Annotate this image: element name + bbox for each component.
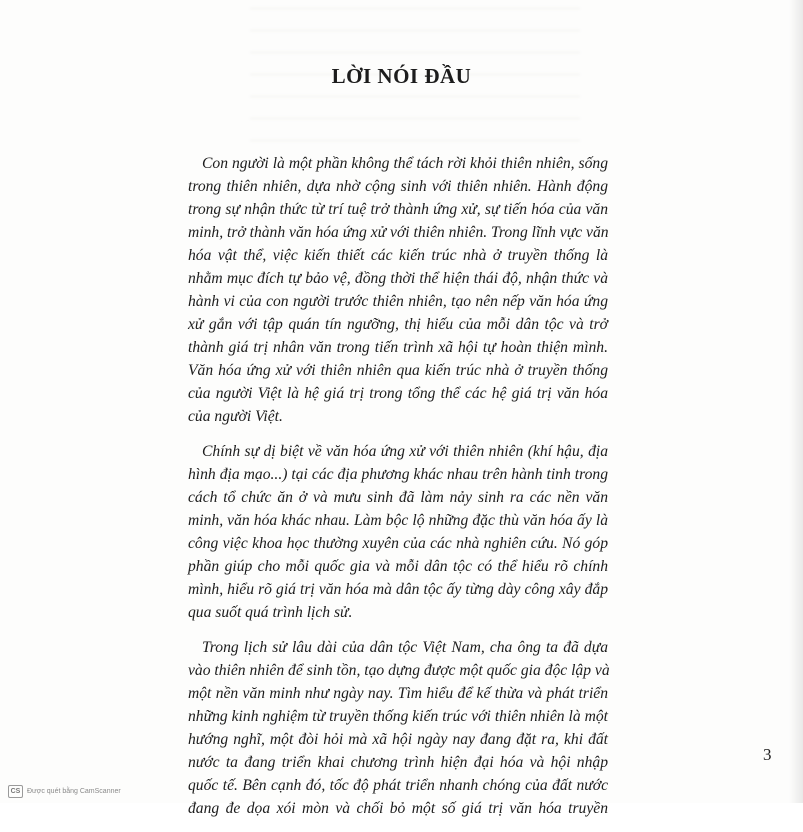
text-line: hành vi của con người trước thiên nhiên, tạo nên nếp văn hóa ứng (188, 293, 608, 310)
page-edge-shadow (789, 0, 803, 803)
paragraph-1 (188, 152, 608, 428)
text-line: minh, văn hóa khác nhau. Làm bộc lộ những đặc thù văn hóa ấy là (188, 512, 608, 529)
scanner-label: Được quét bằng CamScanner (27, 788, 121, 795)
text-line: qua suốt quá trình lịch sử. (188, 604, 353, 621)
text-line: hình địa mạo...) tại các địa phương khác nhau trên hành tinh trong (188, 466, 608, 483)
text-line: cách tổ chức ăn ở và mưu sinh đã làm nảy sinh ra các nền văn (188, 489, 608, 506)
text-line: quốc tế. Bên cạnh đó, tốc độ phát triển nhanh chóng của đất nước (188, 777, 608, 794)
text-line: của người Việt. (188, 408, 283, 425)
page-number: 3 (763, 745, 772, 764)
text-line: nhằm mục đích tự bảo vệ, đồng thời thể hiện thái độ, nhận thức và (188, 270, 608, 287)
text-line: hướng nghĩ, một đòi hỏi mà xã hội ngày nay đang đặt ra, khi đất (188, 731, 608, 748)
paragraph-3 (188, 636, 608, 820)
paragraph-2 (188, 440, 608, 624)
text-line: đang đe dọa xói mòn và chối bỏ một số giá trị văn hóa truyền (188, 800, 608, 817)
text-line: phần giúp cho mỗi quốc gia và mỗi dân tộc có thể hiểu rõ chính (188, 558, 608, 575)
text-line: của người Việt là hệ giá trị trong tổng thể các hệ giá trị văn hóa (188, 385, 608, 402)
text-line: xử gắn với tập quán tín ngưỡng, thị hiếu của mỗi dân tộc và trở (188, 316, 608, 333)
text-line: Chính sự dị biệt về văn hóa ứng xử với thiên nhiên (khí hậu, địa (202, 443, 608, 460)
page-title: LỜI NÓI ĐẦU (331, 64, 472, 88)
text-line: Con người là một phần không thể tách rời khỏi thiên nhiên, sống (202, 155, 608, 172)
text-line: mình, hiểu rõ giá trị văn hóa mà dân tộc ấy từng dày công xây đắp (188, 581, 608, 598)
scanner-watermark (8, 785, 121, 798)
text-line: Trong lịch sử lâu dài của dân tộc Việt Nam, cha ông ta đã dựa (202, 639, 608, 656)
text-line: vào thiên nhiên để sinh tồn, tạo dựng được một quốc gia độc lập và (188, 662, 610, 679)
text-line: trong thiên nhiên, dựa nhờ cộng sinh với thiên nhiên. Hành động (188, 178, 608, 195)
text-line: nước ta đang triển khai chương trình hiện đại hóa và hội nhập (188, 754, 608, 771)
text-line: minh, trở thành văn hóa ứng xử với thiên nhiên. Trong lĩnh vực văn (188, 224, 609, 241)
text-line: thành giá trị nhân văn trong tiến trình xã hội tự hoàn thiện mình. (188, 339, 608, 356)
camscanner-icon: CS (8, 785, 23, 798)
text-line: một nền văn minh như ngày nay. Tìm hiểu để kế thừa và phát triển (188, 685, 608, 702)
text-line: những kinh nghiệm từ truyền thống kiến trúc với thiên nhiên là một (188, 708, 608, 725)
text-line: trong sự nhận thức từ trí tuệ trở thành ứng xử, sự tiến hóa của văn (188, 201, 608, 218)
text-line: công việc khoa học thường xuyên của các nhà nghiên cứu. Nó góp (188, 535, 608, 552)
text-line: hóa vật thể, việc kiến thiết các kiến trúc nhà ở truyền thống là (188, 247, 608, 264)
body-text (188, 152, 608, 832)
text-line: Văn hóa ứng xử với thiên nhiên qua kiến trúc nhà ở truyền thống (188, 362, 608, 379)
